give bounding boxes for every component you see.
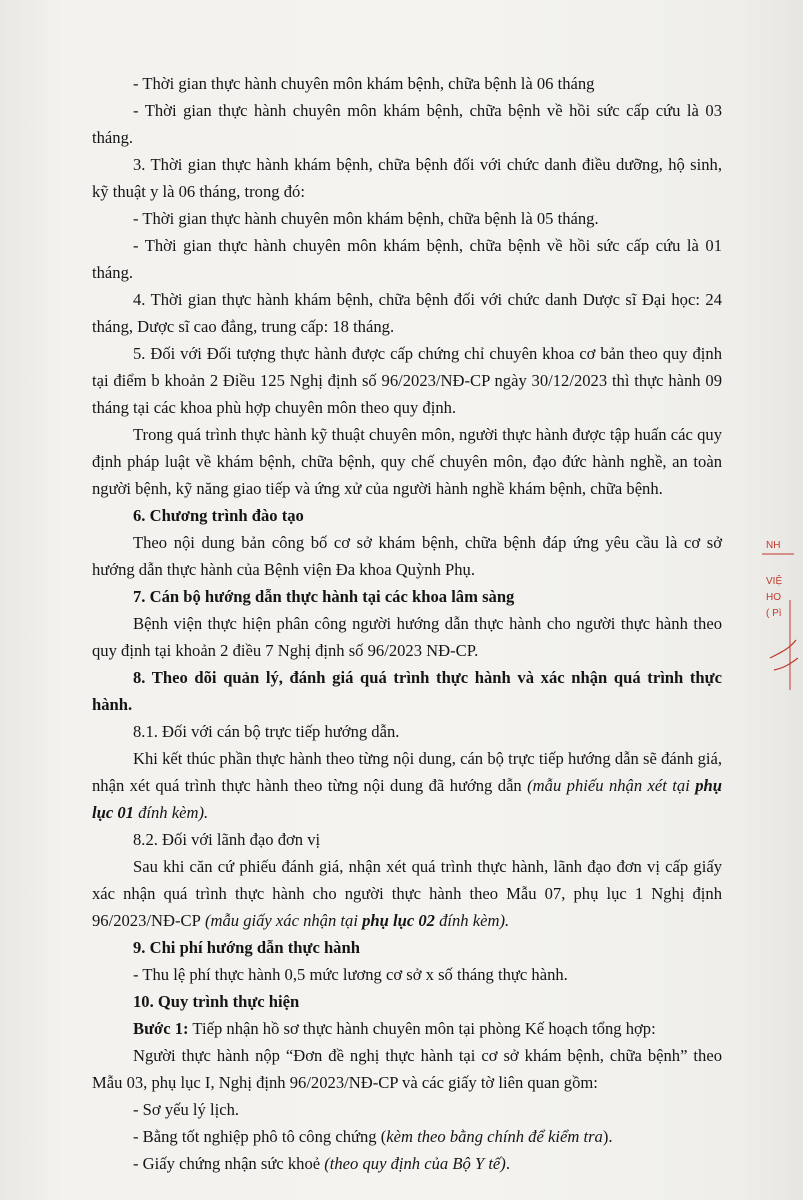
- paragraph-8-2: Sau khi căn cứ phiếu đánh giá, nhận xét quá trình thực hành, lãnh đạo đơn vị cấp giấy xác nhận quá trình thực hành cho người thực hành theo Mẫu 07, phụ lục 1 Nghị định 96/2023/NĐ-CP (mẫu giấy xác nhận tại phụ lục 02 đính kèm).: [92, 857, 722, 930]
- heading-9-cost: 9. Chi phí hướng dẫn thực hành: [133, 938, 360, 957]
- item-5-specialist: 5. Đối với Đối tượng thực hành được cấp chứng chỉ chuyên khoa cơ bản theo quy định tại điểm b khoản 2 Điều 125 Nghị định số 96/2023/NĐ-CP ngày 30/12/2023 thì thực hành 09 tháng tại các khoa phù hợp chuyên môn theo quy định.: [92, 344, 722, 417]
- bullet-emergency-3-months: - Thời gian thực hành chuyên môn khám bệnh, chữa bệnh về hồi sức cấp cứu là 03 tháng.: [92, 101, 722, 147]
- document-body: [92, 70, 722, 1177]
- bullet-practice-6-months: - Thời gian thực hành chuyên môn khám bệnh, chữa bệnh là 06 tháng: [133, 74, 595, 93]
- bullet-cv: - Sơ yếu lý lịch.: [133, 1100, 240, 1119]
- subheading-8-2: 8.2. Đối với lãnh đạo đơn vị: [133, 830, 321, 849]
- submission-paragraph: Người thực hành nộp “Đơn đề nghị thực hành tại cơ sở khám bệnh, chữa bệnh” theo Mẫu 03, phụ lục I, Nghị định 96/2023/NĐ-CP và các giấy tờ liên quan gồm:: [92, 1046, 722, 1092]
- stamp-text-2: VIỆ: [766, 576, 783, 587]
- bullet-practice-5-months: - Thời gian thực hành chuyên môn khám bệnh, chữa bệnh là 05 tháng.: [133, 209, 599, 228]
- cost-bullet: - Thu lệ phí thực hành 0,5 mức lương cơ sở x số tháng thực hành.: [133, 965, 568, 984]
- stamp-text-3: HO: [766, 592, 781, 603]
- heading-7-instructors: 7. Cán bộ hướng dẫn thực hành tại các khoa lâm sàng: [133, 587, 515, 606]
- heading-8-monitoring: 8. Theo dõi quản lý, đánh giá quá trình thực hành và xác nhận quá trình thực hành.: [92, 668, 722, 714]
- red-stamp-fragment: [760, 540, 800, 730]
- bullet-emergency-1-month: - Thời gian thực hành chuyên môn khám bệnh, chữa bệnh về hồi sức cấp cứu là 01 tháng.: [92, 236, 722, 282]
- step-1-label: Bước 1:: [133, 1019, 189, 1038]
- training-paragraph: Trong quá trình thực hành kỹ thuật chuyên môn, người thực hành được tập huấn các quy định pháp luật về khám bệnh, chữa bệnh, quy chế chuyên môn, đạo đức hành nghề, an toàn người bệnh, kỹ năng giao tiếp và ứng xử của người hành nghề khám bệnh, chữa bệnh.: [92, 425, 722, 498]
- subheading-8-1: 8.1. Đối với cán bộ trực tiếp hướng dẫn.: [133, 722, 400, 741]
- stamp-lines: [760, 540, 800, 730]
- bullet-diploma: - Bằng tốt nghiệp phô tô công chứng (kèm theo bằng chính để kiểm tra).: [133, 1127, 613, 1146]
- heading-10-process: 10. Quy trình thực hiện: [133, 992, 300, 1011]
- bullet-health-certificate: - Giấy chứng nhận sức khoẻ (theo quy định của Bộ Y tế).: [133, 1154, 510, 1173]
- stamp-text-1: NH: [766, 540, 781, 551]
- paragraph-8-1: Khi kết thúc phần thực hành theo từng nội dung, cán bộ trực tiếp hướng dẫn sẽ đánh giá, nhận xét quá trình thực hành theo từng nội dung đã hướng dẫn (mẫu phiếu nhận xét tại phụ lục 01 đính kèm).: [92, 749, 722, 822]
- instructors-paragraph: Bệnh viện thực hiện phân công người hướng dẫn thực hành cho người thực hành theo quy định tại khoản 2 điều 7 Nghị định số 96/2023 NĐ-CP.: [92, 614, 722, 660]
- item-4-pharmacist: 4. Thời gian thực hành khám bệnh, chữa bệnh đối với chức danh Dược sĩ Đại học: 24 tháng, Dược sĩ cao đẳng, trung cấp: 18 tháng.: [92, 290, 722, 336]
- heading-6-program: 6. Chương trình đào tạo: [133, 506, 304, 525]
- step-1: Bước 1: Tiếp nhận hồ sơ thực hành chuyên môn tại phòng Kế hoạch tổng hợp:: [133, 1019, 656, 1038]
- program-paragraph: Theo nội dung bản công bố cơ sở khám bệnh, chữa bệnh đáp ứng yêu cầu là cơ sở hướng dẫn thực hành của Bệnh viện Đa khoa Quỳnh Phụ.: [92, 533, 722, 579]
- item-3-nursing: 3. Thời gian thực hành khám bệnh, chữa bệnh đối với chức danh điều dưỡng, hộ sinh, kỹ thuật y là 06 tháng, trong đó:: [92, 155, 722, 201]
- stamp-text-4: ( Pì: [766, 608, 782, 619]
